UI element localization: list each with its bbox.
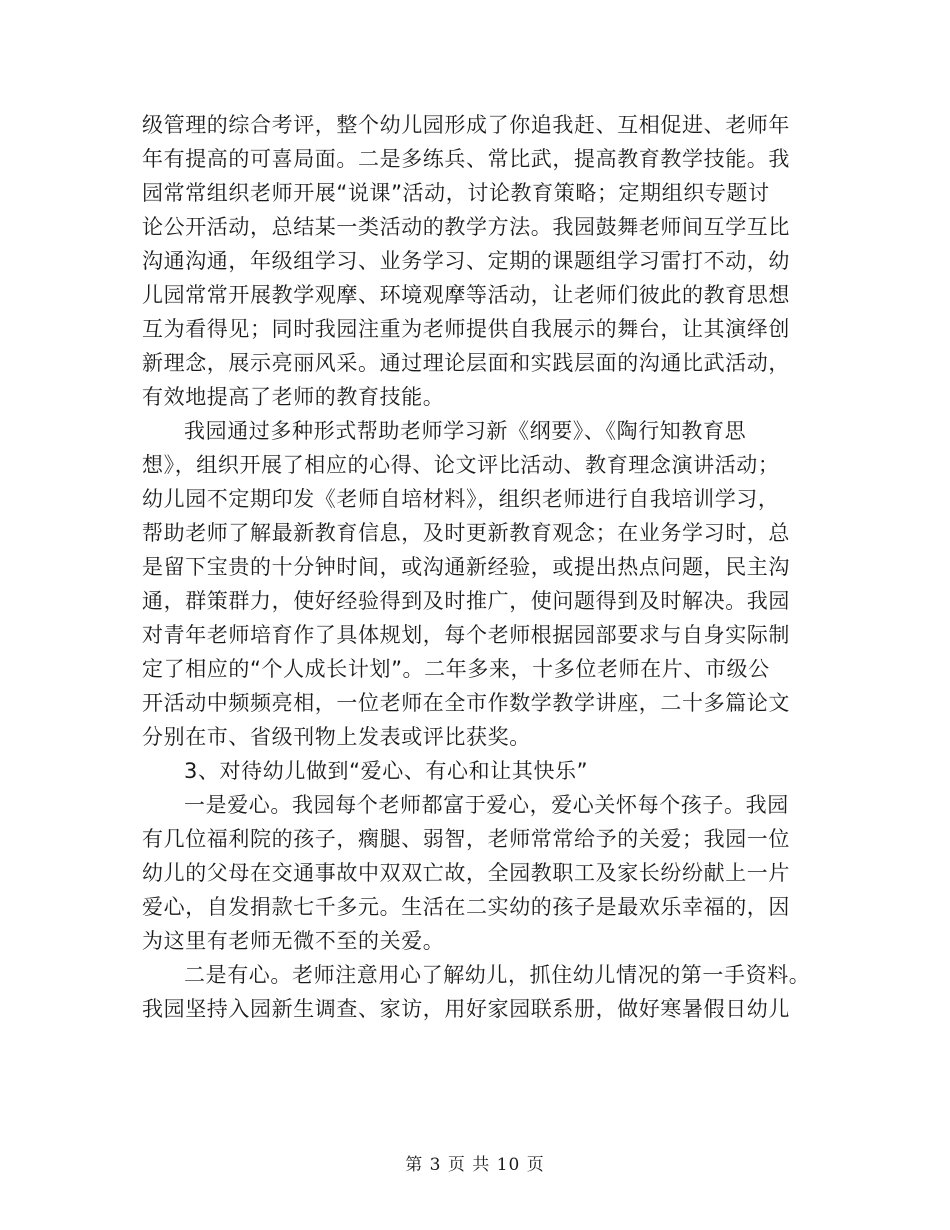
text-line: 为这里有老师无微不至的关爱。	[142, 929, 445, 953]
text-line: 是留下宝贵的十分钟时间，或沟通新经验，或提出热点问题，民主沟	[142, 555, 790, 579]
text-line: 帮助老师了解最新教育信息，及时更新教育观念；在业务学习时，总	[142, 521, 790, 545]
text-line: 年有提高的可喜局面。二是多练兵、常比武，提高教育教学技能。我	[142, 147, 790, 171]
text-line: 幼儿的父母在交通事故中双双亡故，全园教职工及家长纷纷献上一片	[142, 861, 790, 885]
text-line: 开活动中频频亮相，一位老师在全市作数学教学讲座，二十多篇论文	[142, 691, 790, 715]
text-line: 沟通沟通，年级组学习、业务学习、定期的课题组学习雷打不动，幼	[142, 249, 790, 273]
page-footer: 第 3 页 共 10 页	[405, 1155, 545, 1175]
text-line: 通，群策群力，使好经验得到及时推广，使问题得到及时解决。我园	[142, 589, 790, 613]
text-line: 幼儿园不定期印发《老师自培材料》，组织老师进行自我培训学习，	[142, 487, 780, 511]
text-line: 园常常组织老师开展“说课”活动，讨论教育策略；定期组织专题讨	[142, 181, 770, 205]
text-line: 级管理的综合考评，整个幼儿园形成了你追我赶、互相促进、老师年	[142, 113, 790, 137]
text-line: 有效地提高了老师的教育技能。	[142, 385, 445, 409]
text-line: 一是爱心。我园每个老师都富于爱心，爱心关怀每个孩子。我园	[184, 793, 789, 817]
text-line: 爱心，自发捐款七千多元。生活在二实幼的孩子是最欢乐幸福的，因	[142, 895, 790, 919]
text-line: 二是有心。老师注意用心了解幼儿，抓住幼儿情况的第一手资料。	[184, 963, 811, 987]
text-line: 新理念，展示亮丽风采。通过理论层面和实践层面的沟通比武活动，	[142, 351, 790, 375]
text-line: 论公开活动，总结某一类活动的教学方法。我园鼓舞老师间互学互比	[142, 215, 790, 239]
text-line: 分别在市、省级刊物上发表或评比获奖。	[142, 725, 531, 749]
text-line: 我园通过多种形式帮助老师学习新《纲要》、《陶行知教育思	[184, 419, 747, 443]
document-body	[142, 108, 814, 1026]
text-line: 3、对待幼儿做到“爱心、有心和让其快乐”	[184, 759, 589, 783]
text-line: 想》，组织开展了相应的心得、论文评比活动、教育理念演讲活动；	[142, 453, 780, 477]
text-line: 互为看得见；同时我园注重为老师提供自我展示的舞台，让其演绎创	[142, 317, 790, 341]
text-line: 儿园常常开展教学观摩、环境观摩等活动，让老师们彼此的教育思想	[142, 283, 790, 307]
text-line: 对青年老师培育作了具体规划，每个老师根据园部要求与自身实际制	[142, 623, 790, 647]
text-line: 定了相应的“个人成长计划”。二年多来，十多位老师在片、市级公	[142, 657, 770, 681]
text-line: 我园坚持入园新生调查、家访，用好家园联系册，做好寒暑假日幼儿	[142, 997, 790, 1021]
text-line: 有几位福利院的孩子，瘸腿、弱智，老师常常给予的关爱；我园一位	[142, 827, 790, 851]
